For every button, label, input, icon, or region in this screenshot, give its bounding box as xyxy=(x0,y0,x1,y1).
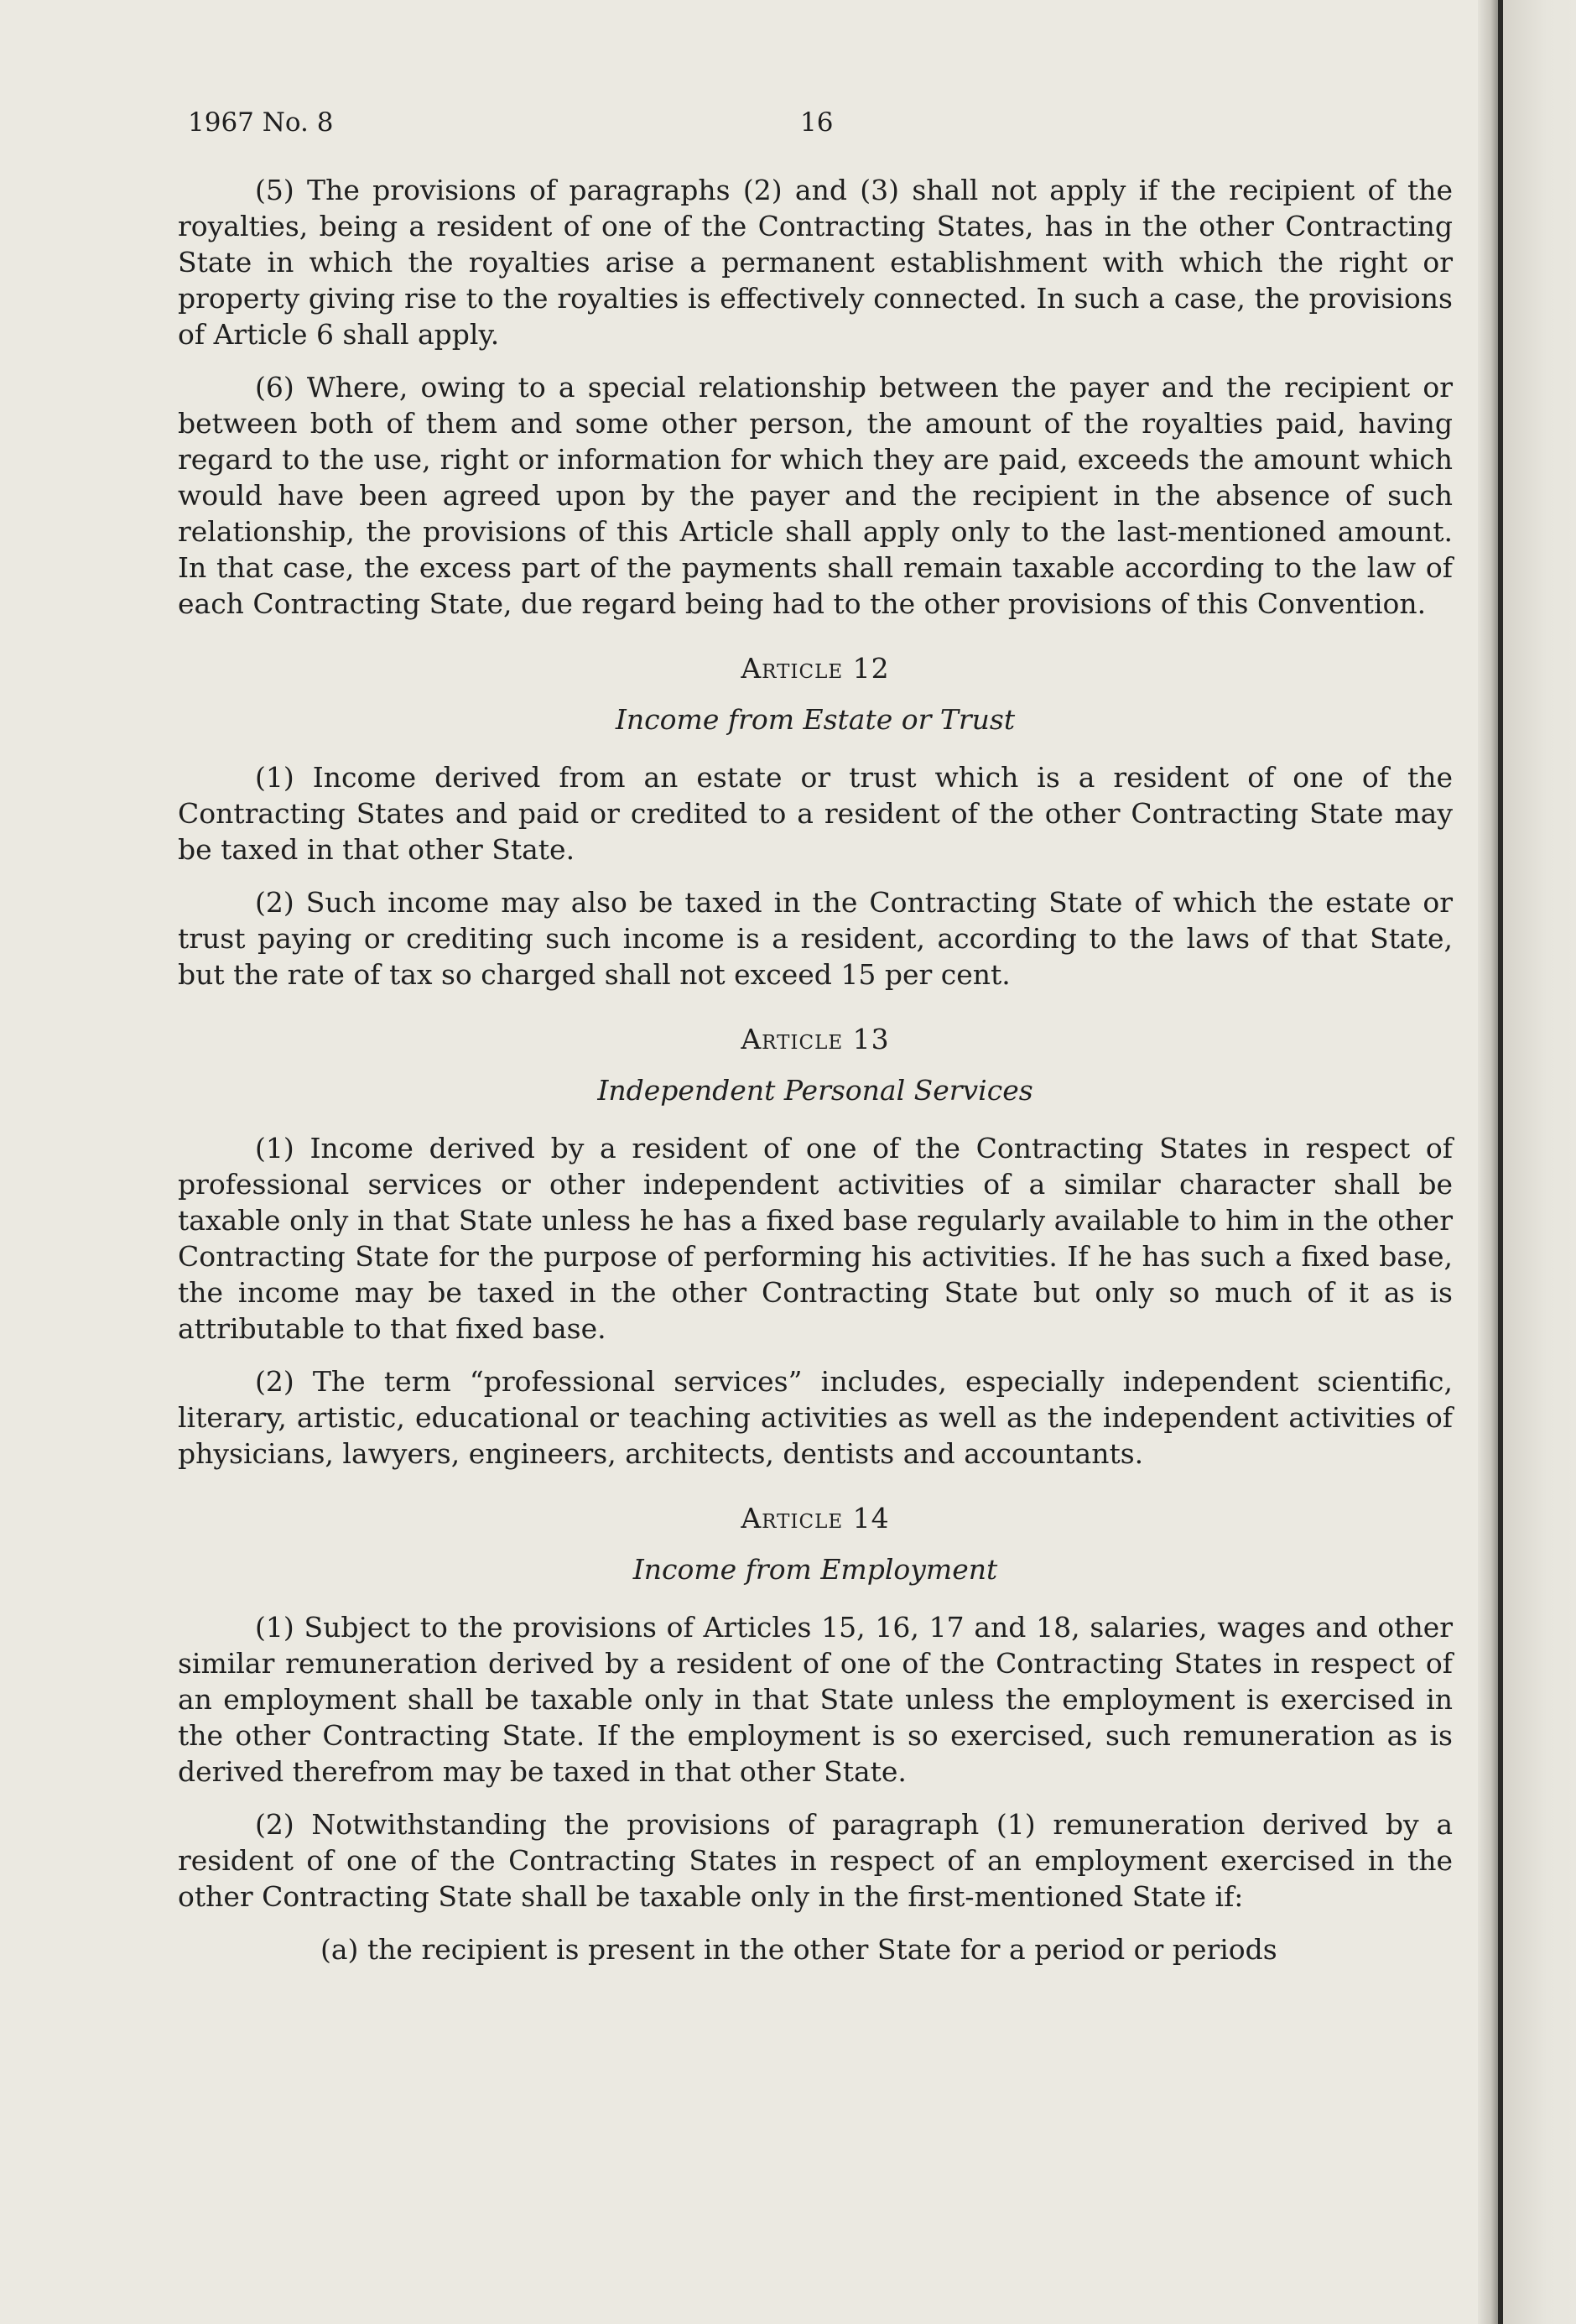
paragraph-5: (5) The provisions of paragraphs (2) and (3) shall not apply if the recipient of the royalties, being a resident of one of the Contracting States, has in the other Contracting State in which the royalties arise a permanent establishment with which the right or property giving rise to the royalties is effectively connected. In such a case, the provisions of Article 6 shall apply. xyxy=(178,174,1453,351)
article-13-paragraph-1: (1) Income derived by a resident of one of the Contracting States in respect of professional services or other independent activities of a similar character shall be taxable only in that State unless he has a fixed base regularly available to him in the other Contracting State for the purpose of performing his activities. If he has such a fixed base, the income may be taxed in the other Contracting State but only so much of it as is attributable to that fixed base. xyxy=(178,1132,1453,1345)
article-14-paragraph-2: (2) Notwithstanding the provisions of paragraph (1) remuneration derived by a resident of one of the Contracting States in respect of an employment exercised in the other Contracting State shall be taxable only in the first-mentioned State if: xyxy=(178,1808,1453,1913)
header-year-number: 1967 No. 8 xyxy=(188,107,334,138)
article-14-heading: Article 14 xyxy=(741,1502,890,1535)
article-13-paragraph-2: (2) The term “professional services” includes, especially independent scientific, literary, artistic, educational or teaching activities as well as the independent activities of physicians, lawyers, engineers, architects, dentists and accountants. xyxy=(178,1365,1453,1470)
article-12-title: Income from Estate or Trust xyxy=(615,703,1016,736)
document-body xyxy=(178,172,1453,1967)
article-14-paragraph-1: (1) Subject to the provisions of Articles 15, 16, 17 and 18, salaries, wages and other similar remuneration derived by a resident of one of the Contracting States in respect of an employment shall be taxable only in that State unless the employment is exercised in the other Contracting State. If the employment is so exercised, such remuneration as is derived therefrom may be taxed in that other State. xyxy=(178,1611,1453,1788)
article-13-heading: Article 13 xyxy=(741,1023,890,1055)
article-12-paragraph-1: (1) Income derived from an estate or trust which is a resident of one of the Contracting States and paid or credited to a resident of the other Contracting State may be taxed in that other State. xyxy=(178,761,1453,866)
article-12-paragraph-2: (2) Such income may also be taxed in the Contracting State of which the estate or trust paying or crediting such income is a resident, according to the laws of that State, but the rate of tax so charged shall not exceed 15 per cent. xyxy=(178,886,1453,991)
page-header xyxy=(188,107,1446,141)
article-13-title: Independent Personal Services xyxy=(597,1074,1033,1107)
paragraph-6: (6) Where, owing to a special relationship between the payer and the recipient or between both of them and some other person, the amount of the royalties paid, having regard to the use, right or information for which they are paid, exceeds the amount which would have been agreed upon by the payer and the recipient in the absence of such relationship, the provisions of this Article shall apply only to the last-mentioned amount. In that case, the excess part of the payments shall remain taxable according to the law of each Contracting State, due regard being had to the other provisions of this Convention. xyxy=(178,371,1453,620)
adjacent-page-edge xyxy=(1503,0,1576,2324)
article-14-title: Income from Employment xyxy=(632,1553,998,1586)
article-14-subparagraph-a: (a) the recipient is present in the other State for a period or periods xyxy=(320,1933,1277,1966)
article-12-heading: Article 12 xyxy=(741,652,890,685)
page-number: 16 xyxy=(800,107,834,138)
